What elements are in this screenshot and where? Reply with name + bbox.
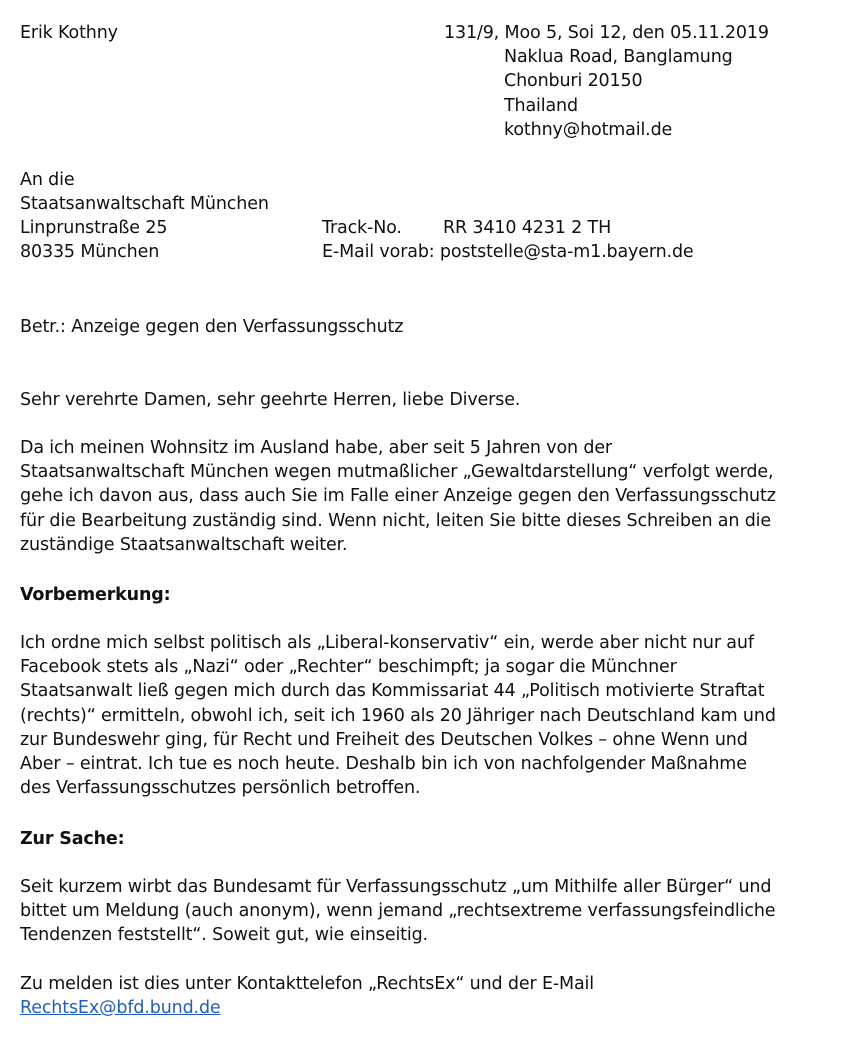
recipient-line-1: An die xyxy=(20,170,75,190)
paragraph-line: (rechts)“ ermitteln, obwohl ich, seit ich 1960 als 20 Jähriger nach Deutschland kam und xyxy=(20,705,776,726)
recipient-line-3: Linprunstraße 25 xyxy=(20,218,168,238)
track-number: RR 3410 4231 2 TH xyxy=(443,218,612,238)
intro-line: Staatsanwaltschaft München wegen mutmaßlicher „Gewaltdarstellung“ verfolgt werde, xyxy=(20,462,774,483)
paragraph-line: Ich ordne mich selbst politisch als „Liberal-konservativ“ ein, werde aber nicht nur auf xyxy=(20,633,754,653)
subject-line: Betr.: Anzeige gegen den Verfassungsschutz xyxy=(20,317,404,337)
recipient-line-4: 80335 München xyxy=(20,242,160,262)
paragraph-line: bittet um Meldung (auch anonym), wenn jemand „rechtsextreme verfassungsfeindliche xyxy=(20,901,776,922)
section-heading-zur-sache: Zur Sache: xyxy=(20,829,125,849)
sender-address-line-2: Naklua Road, Banglamung xyxy=(504,47,733,67)
sender-address-line-4: Thailand xyxy=(504,96,578,116)
sender-address-line-1: 131/9, Moo 5, Soi 12, den 05.11.2019 xyxy=(444,23,769,43)
paragraph-line: des Verfassungsschutzes persönlich betroffen. xyxy=(20,778,421,799)
intro-line: gehe ich davon aus, dass auch Sie im Falle einer Anzeige gegen den Verfassungsschutz xyxy=(20,486,776,507)
salutation: Sehr verehrte Damen, sehr geehrte Herren, liebe Diverse. xyxy=(20,390,521,410)
recipient-line-2: Staatsanwaltschaft München xyxy=(20,194,269,214)
intro-paragraph xyxy=(20,436,850,557)
sender-address-line-3: Chonburi 20150 xyxy=(504,71,643,91)
paragraph-line: Seit kurzem wirbt das Bundesamt für Verfassungsschutz „um Mithilfe aller Bürger“ und xyxy=(20,877,772,897)
rechtsex-email-link[interactable]: RechtsEx@bfd.bund.de xyxy=(20,998,221,1018)
closing-line: Zu melden ist dies unter Kontakttelefon „RechtsEx“ und der E-Mail xyxy=(20,974,594,994)
sender-email: kothny@hotmail.de xyxy=(504,120,673,140)
sender-name: Erik Kothny xyxy=(20,23,118,43)
zur-sache-paragraph xyxy=(20,875,850,948)
intro-line: Da ich meinen Wohnsitz im Ausland habe, aber seit 5 Jahren von der xyxy=(20,438,612,458)
paragraph-line: Staatsanwalt ließ gegen mich durch das Kommissariat 44 „Politisch motivierte Straftat xyxy=(20,681,765,702)
intro-line: zuständige Staatsanwaltschaft weiter. xyxy=(20,534,348,555)
track-label: Track-No. xyxy=(322,218,402,238)
closing-email-container xyxy=(20,996,221,1020)
email-vorab-line: E-Mail vorab: poststelle@sta-m1.bayern.de xyxy=(322,242,694,262)
vorbemerkung-paragraph xyxy=(20,631,850,800)
section-heading-vorbemerkung: Vorbemerkung: xyxy=(20,585,171,605)
paragraph-line: Tendenzen feststellt“. Soweit gut, wie einseitig. xyxy=(20,925,428,946)
paragraph-line: zur Bundeswehr ging, für Recht und Freiheit des Deutschen Volkes – ohne Wenn und xyxy=(20,729,748,750)
intro-line: für die Bearbeitung zuständig sind. Wenn nicht, leiten Sie bitte dieses Schreiben an die xyxy=(20,510,772,531)
paragraph-line: Facebook stets als „Nazi“ oder „Rechter“ beschimpft; ja sogar die Münchner xyxy=(20,657,677,678)
paragraph-line: Aber – eintrat. Ich tue es noch heute. Deshalb bin ich von nachfolgender Maßnahme xyxy=(20,754,747,775)
